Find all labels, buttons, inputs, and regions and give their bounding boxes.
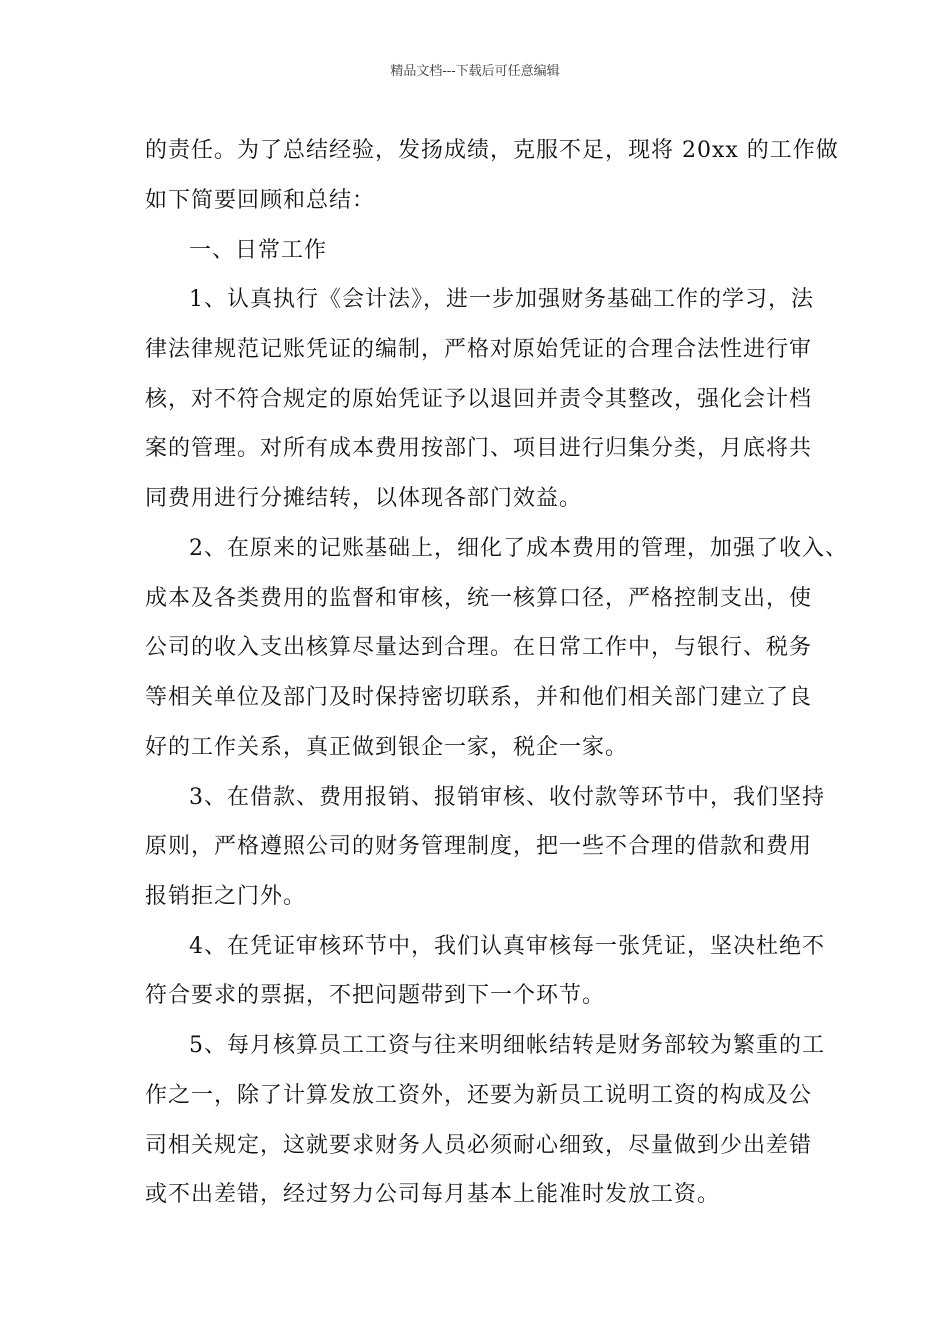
text-line: 案的管理。对所有成本费用按部门、项目进行归集分类，月底将共 [145,436,813,461]
text-line: 作之一，除了计算发放工资外，还要为新员工说明工资的构成及公 [145,1083,813,1108]
text-line: 等相关单位及部门及时保持密切联系，并和他们相关部门建立了良 [145,685,813,710]
text-line: 司相关规定，这就要求财务人员必须耐心细致，尽量做到少出差错 [145,1133,813,1158]
text-line: 成本及各类费用的监督和审核，统一核算口径，严格控制支出，使 [145,586,813,611]
text-line: 符合要求的票据，不把问题带到下一个环节。 [145,983,606,1008]
text-line: 5、每月核算员工工资与往来明细帐结转是财务部较为繁重的工 [189,1033,825,1058]
text-line: 公司的收入支出核算尽量达到合理。在日常工作中，与银行、税务 [145,635,813,660]
text-line: 好的工作关系，真正做到银企一家，税企一家。 [145,735,629,760]
text-line: 1、认真执行《会计法》，进一步加强财务基础工作的学习，法 [189,287,814,312]
text-line: 报销拒之门外。 [145,884,307,909]
text-line: 原则，严格遵照公司的财务管理制度，把一些不合理的借款和费用 [145,834,813,859]
page-header: 精品文档---下载后可任意编辑 [390,64,560,79]
section-heading: 一、日常工作 [189,238,328,263]
text-line: 3、在借款、费用报销、报销审核、收付款等环节中，我们坚持 [189,785,825,810]
text-line: 2、在原来的记账基础上，细化了成本费用的管理，加强了收入、 [189,536,848,561]
text-line: 同费用进行分摊结转，以体现各部门效益。 [145,486,583,511]
text-line: 核，对不符合规定的原始凭证予以退回并责令其整改，强化会计档 [145,387,813,412]
text-line: 或不出差错，经过努力公司每月基本上能准时发放工资。 [145,1182,721,1207]
text-line: 4、在凭证审核环节中，我们认真审核每一张凭证，坚决杜绝不 [189,934,825,959]
text-line: 律法律规范记账凭证的编制，严格对原始凭证的合理合法性进行审 [145,337,813,362]
text-line: 如下简要回顾和总结： [145,188,376,213]
text-line: 的责任。为了总结经验，发扬成绩，克服不足，现将 20xx 的工作做 [145,138,839,163]
